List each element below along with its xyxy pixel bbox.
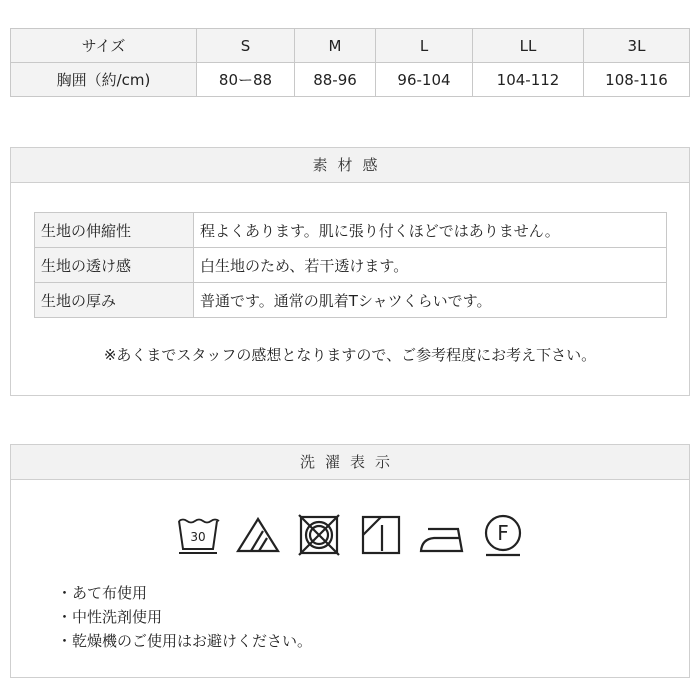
dry-clean-f-icon bbox=[479, 511, 527, 559]
material-section bbox=[10, 147, 690, 396]
material-attr: 生地の厚み bbox=[35, 283, 194, 318]
material-attr: 生地の伸縮性 bbox=[35, 213, 194, 248]
no-tumble-dry-icon bbox=[295, 511, 343, 559]
size-header-cell: サイズ bbox=[11, 29, 197, 63]
material-attr: 生地の透け感 bbox=[35, 248, 194, 283]
care-instructions bbox=[57, 581, 312, 653]
size-header-cell: 3L bbox=[584, 29, 690, 63]
material-section-title: 素材感 bbox=[11, 148, 689, 183]
care-instruction-item: ・ あて布使用 bbox=[57, 581, 312, 605]
size-row-label: 胸囲（約/cm) bbox=[11, 63, 197, 97]
size-table-header-row bbox=[11, 29, 690, 63]
size-table-row bbox=[11, 63, 690, 97]
material-row bbox=[35, 283, 667, 318]
size-header-cell: LL bbox=[473, 29, 584, 63]
care-icons bbox=[11, 511, 689, 559]
material-row bbox=[35, 213, 667, 248]
material-value: 普通です。通常の肌着Tシャツくらいです。 bbox=[194, 283, 667, 318]
size-table bbox=[10, 28, 690, 97]
size-header-cell: L bbox=[376, 29, 473, 63]
dry-clean-letter: F bbox=[496, 521, 509, 545]
size-cell: 108-116 bbox=[584, 63, 690, 97]
material-value: 白生地のため、若干透けます。 bbox=[194, 248, 667, 283]
care-section-title: 洗濯表示 bbox=[11, 445, 689, 480]
wash-temperature: 30 bbox=[190, 530, 206, 544]
size-cell: 80ー88 bbox=[197, 63, 295, 97]
iron-low-icon bbox=[418, 511, 466, 559]
material-note: ※あくまでスタッフの感想となりますので、ご参考程度にお考え下さい。 bbox=[103, 346, 597, 364]
wash-30-icon bbox=[173, 511, 221, 559]
material-table bbox=[34, 212, 667, 318]
size-header-cell: M bbox=[295, 29, 376, 63]
size-header-cell: S bbox=[197, 29, 295, 63]
size-cell: 88-96 bbox=[295, 63, 376, 97]
material-value: 程よくあります。肌に張り付くほどではありません。 bbox=[194, 213, 667, 248]
bleach-oxygen-only-icon bbox=[234, 511, 282, 559]
care-instruction-item: ・ 中性洗剤使用 bbox=[57, 605, 312, 629]
material-row bbox=[35, 248, 667, 283]
care-instruction-item: ・ 乾燥機のご使用はお避けください。 bbox=[57, 629, 312, 653]
size-cell: 104-112 bbox=[473, 63, 584, 97]
size-cell: 96-104 bbox=[376, 63, 473, 97]
care-section bbox=[10, 444, 690, 678]
drip-dry-shade-icon bbox=[357, 511, 405, 559]
